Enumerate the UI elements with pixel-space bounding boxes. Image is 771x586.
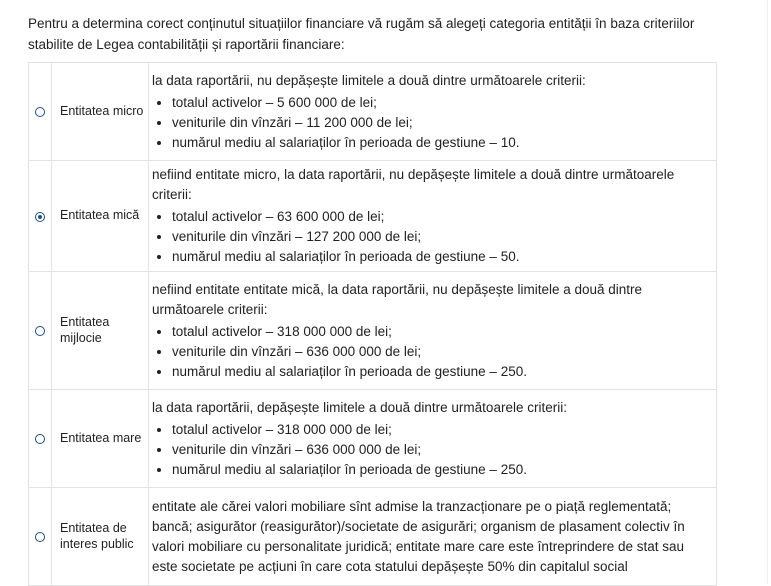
criteria-item: • totalul activelor – 63 600 000 de lei; [172, 207, 712, 227]
entity-label-mare[interactable]: Entitatea mare [52, 390, 149, 488]
radio-cell[interactable] [29, 63, 52, 161]
criteria-intro: entitate ale cărei valori mobiliare sînt admise la tranzacționare pe o piață reglementată; bancă; asigurător (reasigurător)/societate de asigurări; organism de plasament colectiv în valori mobiliare cu personalitate juridică; entitate mare care este întreprindere de stat sau este societate pe acțiuni în care cota statului depășește 50% din capitalul social [152, 498, 685, 574]
entity-label-mijlocie[interactable]: Entitatea mijlocie [52, 272, 149, 390]
entity-description [149, 390, 717, 488]
entity-row-micro[interactable] [29, 63, 717, 161]
radio-mare[interactable] [35, 434, 45, 444]
criteria-item: • numărul mediu al salariaților în perioada de gestiune – 50. [172, 247, 712, 267]
entity-description [149, 161, 717, 272]
criteria-item: • totalul activelor – 318 000 000 de lei; [172, 420, 712, 440]
radio-cell[interactable] [29, 272, 52, 390]
criteria-item: • numărul mediu al salariaților în perioada de gestiune – 10. [172, 133, 712, 153]
criteria-item: • veniturile din vînzări – 636 000 000 de lei; [172, 440, 712, 460]
criteria-item: • veniturile din vînzări – 11 200 000 de lei; [172, 113, 712, 133]
criteria-intro: nefiind entitate entitate mică, la data raportării, nu depășește limitele a două dintre următoarele criterii: [152, 281, 643, 317]
entity-row-mijlocie[interactable] [29, 272, 717, 390]
criteria-list [152, 207, 712, 267]
entity-description [149, 272, 717, 390]
criteria-item: • veniturile din vînzări – 636 000 000 de lei; [172, 342, 712, 362]
entity-row-mare[interactable] [29, 390, 717, 488]
criteria-intro: la data raportării, depășește limitele a două dintre următoarele criterii: [152, 399, 567, 415]
instructions-text: Pentru a determina corect conținutul situațiilor financiare vă rugăm să alegeți categoria entității în baza criteriilor stabilite de Legea contabilității și raportării financiare: [28, 16, 695, 52]
entity-description [149, 488, 717, 586]
radio-micro[interactable] [35, 107, 45, 117]
criteria-list [152, 420, 712, 480]
entity-label-interes-public[interactable]: Entitatea de interes public [52, 488, 149, 586]
criteria-intro: la data raportării, nu depășește limitele a două dintre următoarele criterii: [152, 72, 586, 88]
radio-cell[interactable] [29, 161, 52, 272]
radio-interes-public[interactable] [35, 532, 45, 542]
criteria-item: • totalul activelor – 318 000 000 de lei; [172, 322, 712, 342]
entity-label-mica[interactable]: Entitatea mică [52, 161, 149, 272]
criteria-intro: nefiind entitate micro, la data raportării, nu depășește limitele a două dintre următoarele criterii: [152, 167, 675, 202]
criteria-item: • numărul mediu al salariaților în perioada de gestiune – 250. [172, 362, 712, 382]
entity-category-table [28, 62, 717, 586]
page-edge-divider [767, 0, 768, 584]
entity-row-interes-public[interactable] [29, 488, 717, 586]
entity-label-micro[interactable]: Entitatea micro [52, 63, 149, 161]
entity-row-mica[interactable] [29, 161, 717, 272]
criteria-item: • totalul activelor – 5 600 000 de lei; [172, 93, 712, 113]
criteria-item: • numărul mediu al salariaților în perioada de gestiune – 250. [172, 460, 712, 480]
radio-mijlocie[interactable] [35, 326, 45, 336]
criteria-item: • veniturile din vînzări – 127 200 000 de lei; [172, 227, 712, 247]
criteria-list [152, 93, 712, 153]
radio-mica[interactable] [35, 212, 45, 222]
criteria-list [152, 322, 712, 382]
radio-cell[interactable] [29, 390, 52, 488]
entity-description [149, 63, 717, 161]
radio-cell[interactable] [29, 488, 52, 586]
